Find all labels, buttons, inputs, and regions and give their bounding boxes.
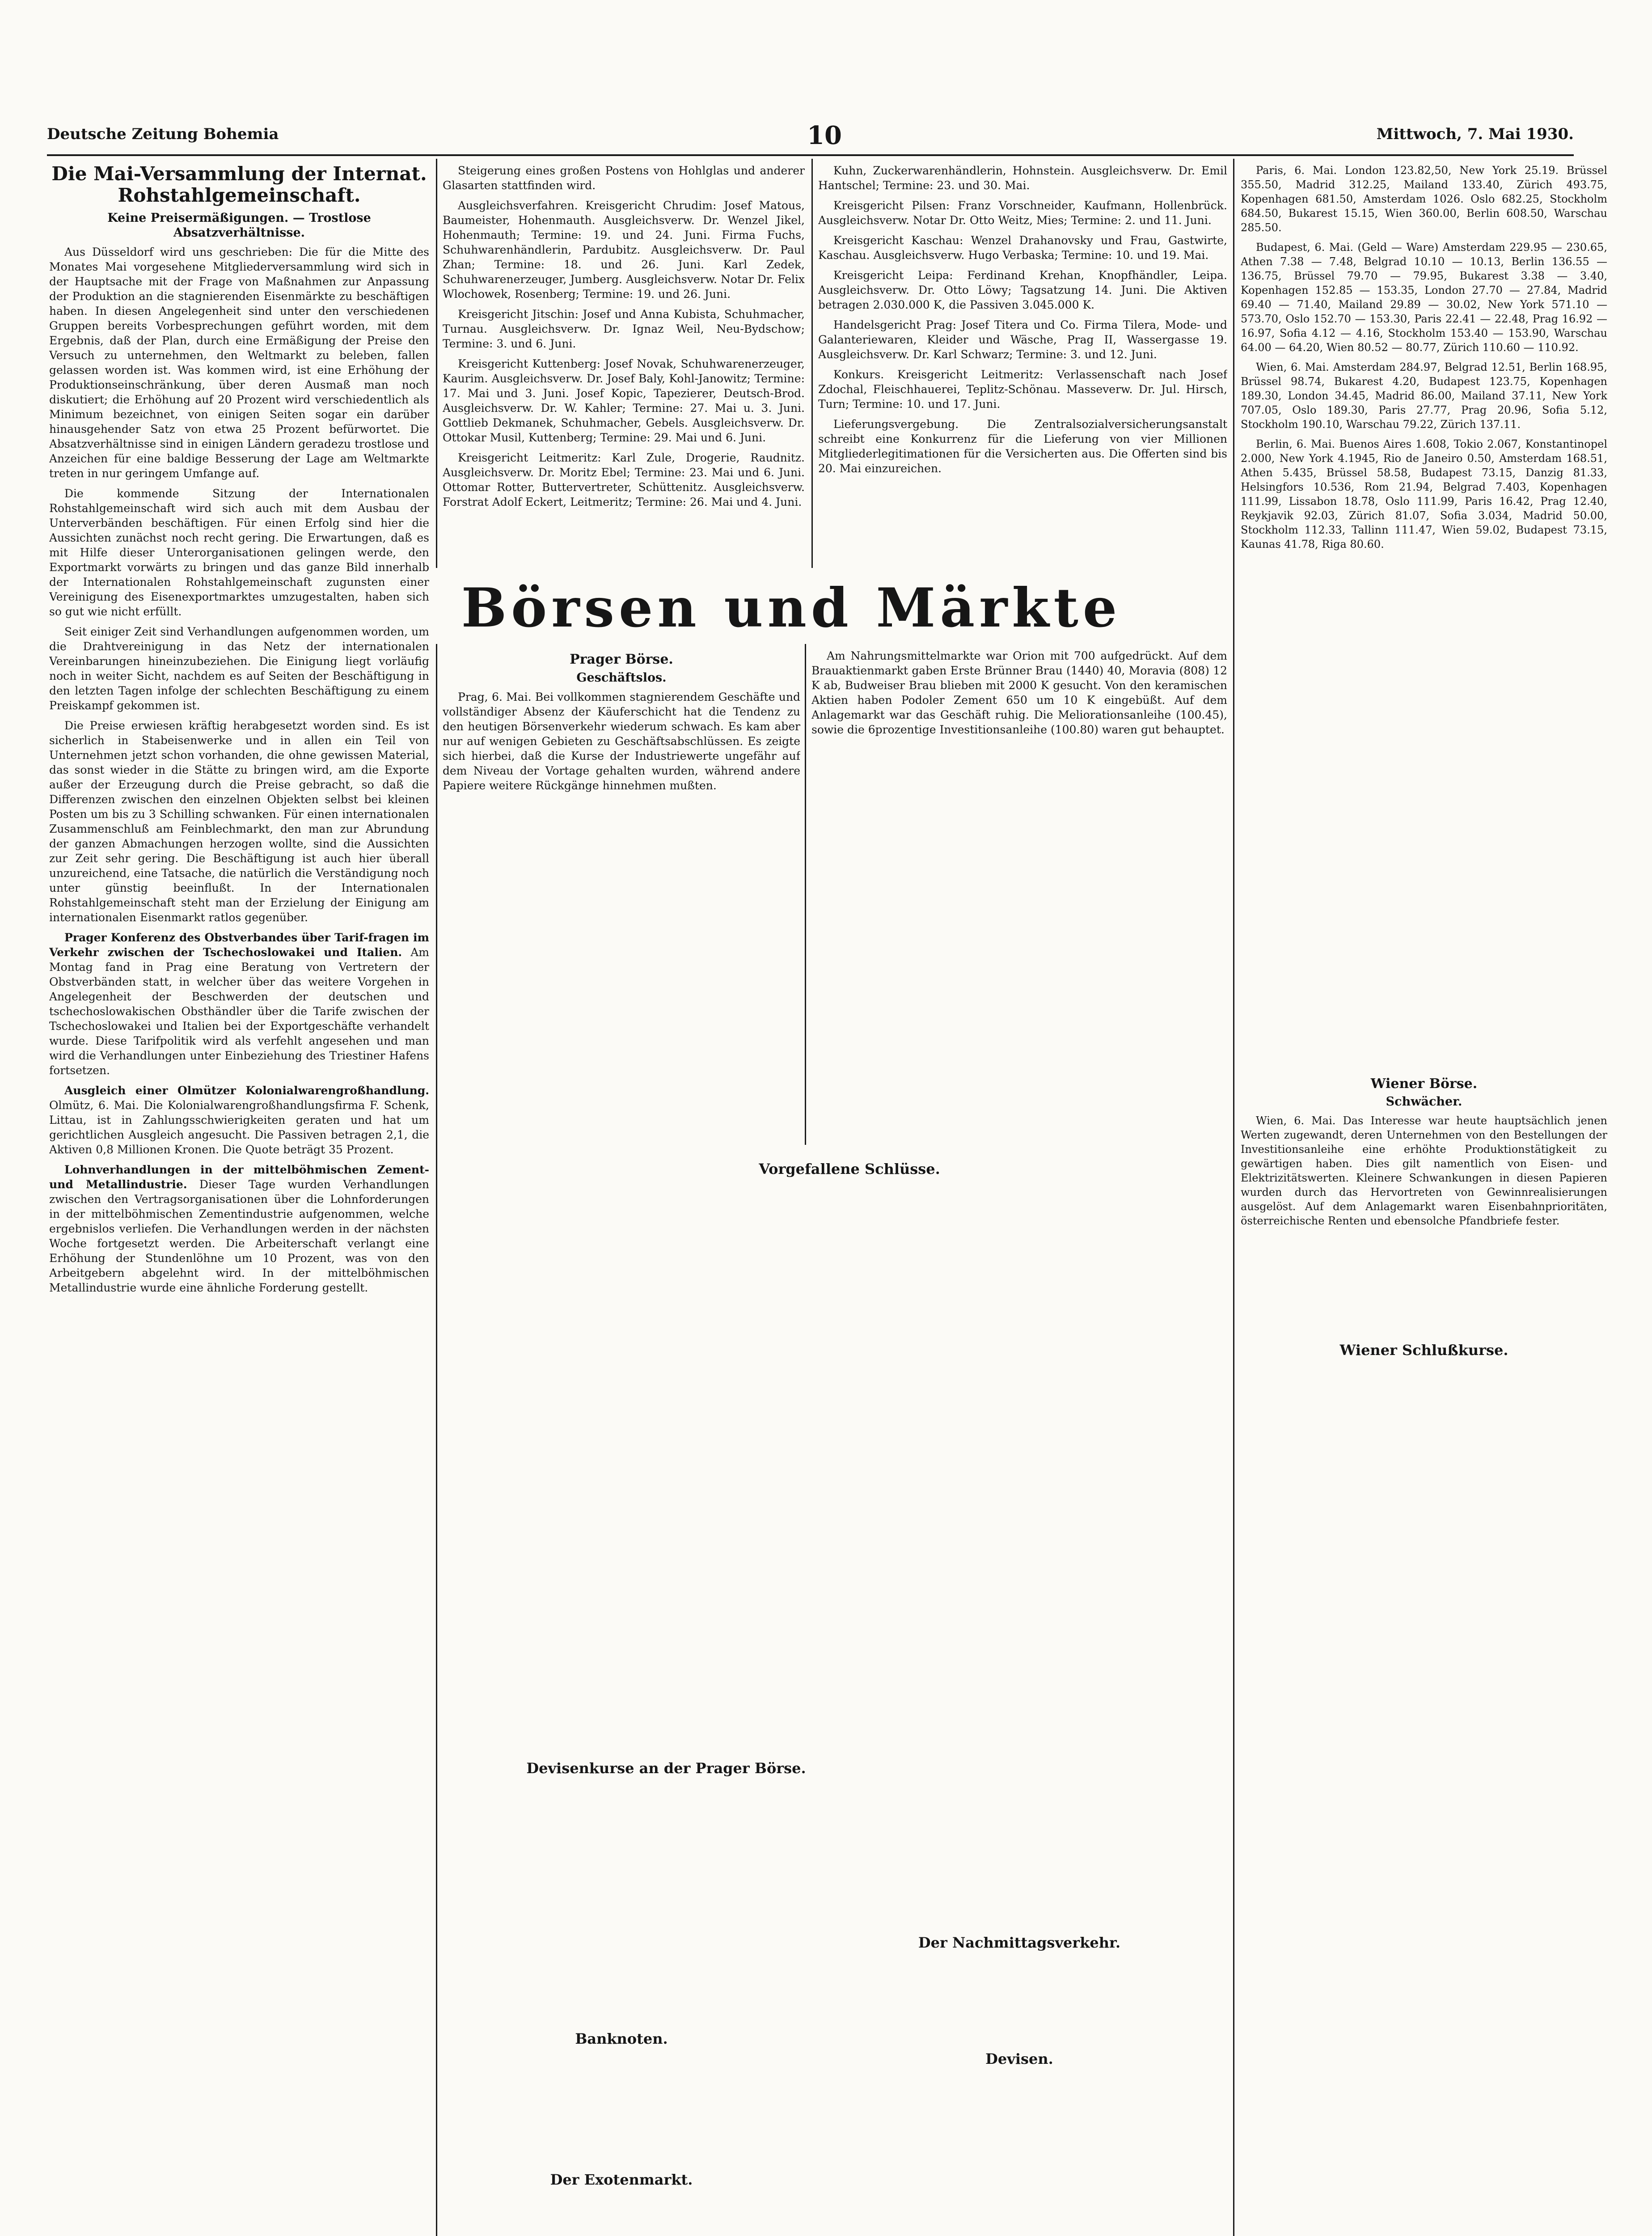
article-paragraph: Aus Düsseldorf wird uns geschrieben: Die für die Mitte des Monates Mai vorgesehene Mitgliederversammlung wird sich in der Hauptsache mit der Frage von Maßnahmen zur Anpassung der Produktion an die stagnierenden Eisenmärkte zu beschäftigen haben. In diesen Angelegenheit sind unter den verschiedenen Gruppen bereits Vorbesprechungen geführt worden, mit dem Ergebnis, daß der Plan, durch eine Ermäßigung der Preise den Versuch zu unternehmen, den Weltmarkt zu beleben, fallen gelassen worden ist. Was kommen wird, ist eine Erhöhung der Produktionseinschränkung, über deren Ausmaß man noch diskutiert; die Erhöhung auf 20 Prozent wird verschiedentlich als Minimum bezeichnet, von einigen Seiten sogar ein darüber hinausgehender Satz von etwa 25 Prozent befürwortet. Die Absatzverhältnisse sind in einigen Ländern geradezu trostlose und Anzeichen für eine baldige Besserung der Lage am Weltmarkte treten in nur geringem Umfange auf. — [49, 246, 429, 480]
notice-paragraph: Kreisgericht Leipa: Ferdinand Krehan, Knopfhändler, Leipa. Ausgleichsverw. Dr. Otto Löwy; Tagsatzung 14. Juni. Die Aktiven betragen 2.030.000 K, die Passiven 3.045.000 K. — [818, 269, 1227, 311]
page-number: 10 — [807, 121, 842, 150]
devisenkurse-title: Devisenkurse an der Prager Börse. — [526, 1760, 806, 1777]
column-divider — [811, 159, 813, 568]
issue-date: Mittwoch, 7. Mai 1930. — [1376, 125, 1574, 143]
section-title: Lohnverhandlungen in der mittelböhmischen Zement- und Metallindustrie. — [49, 1163, 429, 1191]
rates-paragraph: Berlin, 6. Mai. Buenos Aires 1.608, Tokio 2.067, Konstantinopel 2.000, New York 4.1945, Rio de Janeiro 0.50, Amsterdam 168.51, Athen 5.435, Brüssel 58.58, Budapest 73.15, Danzig 81.33, Helsingfors 10.536, Rom 21.94, Belgrad 7.403, Kopenhagen 111.99, Lissabon 18.78, Oslo 111.99, Paris 16.42, Prag 12.40, Reykjavik 92.03, Zürich 81.07, Sofia 3.034, Madrid 50.00, Stockholm 112.33, Tallinn 111.47, Wien 59.02, Budapest 73.15, Kaunas 41.78, Riga 80.60. — [1241, 438, 1607, 551]
vorgefallene-schluesse-title: Vorgefallene Schlüsse. — [759, 1160, 940, 1177]
masthead-rule — [47, 154, 1574, 156]
article-paragraph: Die kommende Sitzung der Internationalen Rohstahlgemeinschaft wird sich auch mit dem Ausbau der Unterverbänden beschäftigen. Für einen Erfolg sind hier die Aussichten zunächst noch recht gering. Die Erwartungen, daß es mit Hilfe dieser Unterorganisationen gelingen werde, den Exportmarkt vorwärts zu bringen und das ganze Bild innerhalb der Internationalen Rohstahlgemeinschaft zugunsten einer Vereinigung des Eisenexportmarktes umzugestalten, haben sich so gut wie nicht erfüllt. — [49, 487, 429, 618]
rates-paragraph: Budapest, 6. Mai. (Geld — Ware) Amsterdam 229.95 — 230.65, Athen 7.38 — 7.48, Belgrad 10.10 — 10.13, Berlin 136.55 — 136.75, Brüssel 79.70 — 79.95, Bukarest 3.38 — 3.40, Kopenhagen 152.85 — 153.35, London 27.70 — 27.84, Madrid 69.40 — 71.40, Mailand 29.89 — 30.02, New York 571.10 — 573.70, Oslo 152.70 — 153.30, Paris 22.41 — 22.48, Prag 16.92 — 16.97, Sofia 4.12 — 4.16, Stockholm 153.40 — 153.90, Warschau 64.00 — 64.20, Wien 80.52 — 80.77, Zürich 110.60 — 110.92. — [1241, 241, 1607, 354]
prager-boerse-section — [443, 648, 800, 1149]
prager-boerse-text-right: Am Nahrungsmittelmarkte war Orion mit 700 aufgedrückt. Auf dem Brauaktienmarkt gaben Erste Brünner Brau (1440) 40, Moravia (808) 12 K ab, Budweiser Brau blieben mit 2000 K gesucht. Von den keramischen Aktien haben Podoler Zement 650 um 10 K eingebüßt. Auf dem Anlagemarkt war das Geschäft ruhig. Die Meliorationsanleihe (100.45), sowie die 6prozentige Investitionsanleihe (100.80) waren gut behauptet. — [811, 649, 1227, 736]
article-paragraph: Die Preise erwiesen kräftig herabgesetzt worden sind. Es ist sicherlich in Stabeisenwerke und in allen ein Teil von Unternehmen jetzt schon vorhanden, die ohne gewissen Material, das sonst wieder in die Stätte zu bringen wird, am die Exporte außer der Erzeugung durch die Preise gebracht, so daß die Differenzen zwischen den einzelnen Objekten selbst bei kleinen Posten um bis zu 3 Schilling schwanken. Für einen internationalen Zusammenschluß am Feinblechmarkt, den man zur Abrundung der ganzen Abmachungen herzogen wollte, sind die Aussichten zur Zeit sehr gering. Die Beschäftigung ist auch hier überall unzureichend, eine Tatsache, die natürlich die Verständigung noch unter günstig beeinflußt. In der Internationalen Rohstahlgemeinschaft steht man der Erzielung der Einigung am internationalen Eisenmarkt ratlos gegenüber. — [49, 719, 429, 924]
notice-paragraph: Kreisgericht Kuttenberg: Josef Novak, Schuhwarenerzeuger, Kaurim. Ausgleichsverw. Dr. Josef Baly, Kohl-Janowitz; Termine: 17. Mai und 3. Juni. Josef Kopic, Tapezierer, Deutsch-Brod. Ausgleichsverw. Dr. W. Kahler; Termine: 27. Mai u. 3. Juni. Gottlieb Dekmanek, Schuhmacher, Gebels. Ausgleichsverw. Dr. Ottokar Musil, Kuttenberg; Termine: 29. Mai und 6. Juni. — [443, 357, 805, 444]
section-banner: Börsen und Märkte — [461, 576, 1122, 639]
exchange-rates-column — [1241, 163, 1607, 1058]
wiener-boerse-heading: Wiener Börse. — [1370, 1076, 1478, 1092]
banknoten-title: Banknoten. — [575, 2030, 668, 2047]
prager-boerse-section-right — [811, 648, 1227, 1149]
column-divider — [805, 644, 806, 1145]
notices-column — [443, 163, 805, 566]
section-title: Prager Konferenz des Obstverbandes über Tarif-fragen im Verkehr zwischen der Tschechoslowakei und Italien. — [49, 931, 429, 959]
article-subtitle: Keine Preisermäßigungen. — Trostlose Absatzverhältnisse. — [107, 211, 371, 240]
nachmittagsverkehr-title: Der Nachmittagsverkehr. — [918, 1934, 1121, 1951]
devisen-title: Devisen. — [985, 2050, 1053, 2067]
prager-boerse-heading: Prager Börse. — [570, 652, 673, 667]
section-text: Dieser Tage wurden Verhandlungen zwischen den Vertragsorganisationen über die Lohnforderungen in der mittelböhmischen Zementindustrie aufgenommen, welche ergebnislos verliefen. Die Verhandlungen werden in der nächsten Woche fortgesetzt werden. Die Arbeiterschaft verlangt eine Erhöhung der Stundenlöhne um 10 Prozent, was von den Arbeitgebern abgelehnt wird. In der mittelböhmischen Metallindustrie wurde eine ähnliche Forderung gestellt. — [49, 1178, 429, 1294]
article-column-rohstahl — [49, 163, 429, 2236]
notice-paragraph: Steigerung eines großen Postens von Hohlglas und anderer Glasarten stattfinden wird. — [443, 164, 805, 192]
column-divider — [1233, 159, 1234, 2236]
column-divider — [436, 159, 437, 568]
prager-boerse-text: Prag, 6. Mai. Bei vollkommen stagnierendem Geschäfte und vollständiger Absenz der Käuferschicht hat die Tendenz zu den heutigen Börsenverkehr wiederum schwach. Es kam aber nur auf wenigen Gebieten zu Geschäftsabschlüssen. Es zeigte sich hierbei, daß die Kurse der Industriewerte ungefähr auf dem Niveau der Vortage gehalten wurden, während andere Papiere weitere Rückgänge hinnehmen mußten. — [443, 690, 800, 792]
wiener-boerse-tendency: Schwächer. — [1386, 1095, 1462, 1109]
notice-paragraph: Kreisgericht Pilsen: Franz Vorschneider, Kaufmann, Hollenbrück. Ausgleichsverw. Notar Dr. Otto Weitz, Mies; Termine: 2. und 11. Juni. — [818, 199, 1227, 227]
section-text: Am Montag fand in Prag eine Beratung von Vertretern der Obstverbänden statt, in welcher über das weitere Vorgehen in Angelegenheit der Beschwerden der deutschen und tschechoslowakischen Obsthändler über die Tarife zwischen der Tschechoslowakei und Italien bei der Exportgeschäfte verhandelt wurde. Diese Tarifpolitik wird als verfehlt angesehen und man wird die Verhandlungen unter Einbeziehung des Triestiner Hafens fortsetzen. — [49, 946, 429, 1077]
notice-paragraph: Lieferungsvergebung. Die Zentralsozialversicherungsanstalt schreibt eine Konkurrenz für die Lieferung von vier Millionen Mitgliederlegitimationen für die Versicherten aus. Die Offerten sind bis 20. Mai einzureichen. — [818, 418, 1227, 475]
rates-paragraph: Paris, 6. Mai. London 123.82,50, New York 25.19. Brüssel 355.50, Madrid 312.25, Mailand 133.40, Zürich 493.75, Kopenhagen 681.50, Amsterdam 1026. Oslo 682.25, Stockholm 684.50, Bukarest 15.15, Wien 360.00, Berlin 608.50, Warschau 285.50. — [1241, 164, 1607, 234]
section-text: Olmütz, 6. Mai. Die Kolonialwarengroßhandlungsfirma F. Schenk, Littau, ist in Zahlungsschwierigkeiten geraten und hat um gerichtlichen Ausgleich angesucht. Die Passiven betragen 2,1, die Aktiven 0,8 Millionen Kronen. Die Quote beträgt 35 Prozent. — [49, 1099, 429, 1156]
exotenmarkt-title: Der Exotenmarkt. — [550, 2171, 693, 2188]
prager-boerse-tendency: Geschäftslos. — [576, 671, 667, 685]
wiener-boerse-text: Wien, 6. Mai. Das Interesse war heute hauptsächlich jenen Werten zugewandt, deren Unternehmen von den Bestellungen der Investitionsanleihe eine erhöhte Produktionstätigkeit zu gewärtigen haben. Dies gilt namentlich von Eisen- und Elektrizitätswerten. Kleinere Schwankungen in diesen Papieren wurden durch das Hervortreten von Gewinnrealisierungen ausgelöst. Auf dem Anlagemarkt waren Eisenbahnprioritäten, österreichische Renten und ebensolche Pfandbriefe fester. — [1241, 1114, 1607, 1227]
notice-paragraph: Konkurs. Kreisgericht Leitmeritz: Verlassenschaft nach Josef Zdochal, Fleischhauerei, Teplitz-Schönau. Masseverw. Dr. Jul. Hirsch, Turn; Termine: 10. und 17. Juni. — [818, 368, 1227, 411]
masthead — [47, 121, 1574, 152]
notice-paragraph: Kuhn, Zuckerwarenhändlerin, Hohnstein. Ausgleichsverw. Dr. Emil Hantschel; Termine: 23. und 30. Mai. — [818, 164, 1227, 192]
newspaper-name: Deutsche Zeitung Bohemia — [47, 125, 279, 143]
notice-paragraph: Ausgleichsverfahren. Kreisgericht Chrudim: Josef Matous, Baumeister, Hohenmauth. Ausgleichsverw. Dr. Wenzel Jikel, Hohenmauth; Termine: 19. und 24. Juni. Firma Fuchs, Schuhwarenhändlerin, Pardubitz. Ausgleichsverw. Dr. Paul Zhan; Termine: 18. und 26. Juni. Karl Zedek, Schuhwarenerzeuger, Jumberg. Ausgleichsverw. Notar Dr. Felix Wlochowek, Rosenberg; Termine: 19. und 26. Juni. — [443, 199, 805, 301]
notice-paragraph: Kreisgericht Leitmeritz: Karl Zule, Drogerie, Raudnitz. Ausgleichsverw. Dr. Moritz Ebel; Termine: 23. Mai und 6. Juni. Ottomar Rotter, Buttervertreter, Schüttenitz. Ausgleichsverw. Forstrat Adolf Eckert, Leitmeritz; Termine: 26. Mai und 4. Juni. — [443, 451, 805, 508]
wiener-boerse-section — [1241, 1073, 1607, 1342]
rates-paragraph: Wien, 6. Mai. Amsterdam 284.97, Belgrad 12.51, Berlin 168.95, Brüssel 98.74, Bukarest 4.20, Budapest 123.75, Kopenhagen 189.30, London 34.45, Madrid 86.00, Mailand 37.11, New York 707.05, Oslo 189.30, Paris 27.77, Prag 20.96, Sofia 5.12, Stockholm 190.10, Warschau 79.22, Zürich 137.11. — [1241, 361, 1607, 431]
article-title: Die Mai-Versammlung der Internat. Rohstahlgemeinschaft. — [51, 163, 427, 206]
column-divider — [436, 644, 437, 2236]
section-title: Ausgleich einer Olmützer Kolonialwarengroßhandlung. — [64, 1084, 429, 1097]
article-paragraph: Seit einiger Zeit sind Verhandlungen aufgenommen worden, um die Drahtvereinigung in das Netz der internationalen Vereinbarungen hineinzubeziehen. Die Einigung liegt vorläufig noch in weiter Sicht, nachdem es auf Seiten der Beschäftigung in den letzten Tagen infolge der schlechten Beschäftigung zu einem Preiskampf gekommen ist. — [49, 625, 429, 712]
notice-paragraph: Handelsgericht Prag: Josef Titera und Co. Firma Tilera, Mode- und Galanteriewaren, Kleider und Wäsche, Prag II, Wassergasse 19. Ausgleichsverw. Dr. Karl Schwarz; Termine: 3. und 12. Juni. — [818, 318, 1227, 361]
notice-paragraph: Kreisgericht Jitschin: Josef und Anna Kubista, Schuhmacher, Turnau. Ausgleichsverw. Dr. Ignaz Weil, Neu-Bydschow; Termine: 3. und 6. Juni. — [443, 308, 805, 350]
notices-column — [818, 163, 1227, 566]
notice-paragraph: Kreisgericht Kaschau: Wenzel Drahanovsky und Frau, Gastwirte, Kaschau. Ausgleichsverw. Hugo Verbaska; Termine: 10. und 19. Mai. — [818, 234, 1227, 262]
wiener-schlusskurse-title: Wiener Schlußkurse. — [1339, 1342, 1508, 1359]
